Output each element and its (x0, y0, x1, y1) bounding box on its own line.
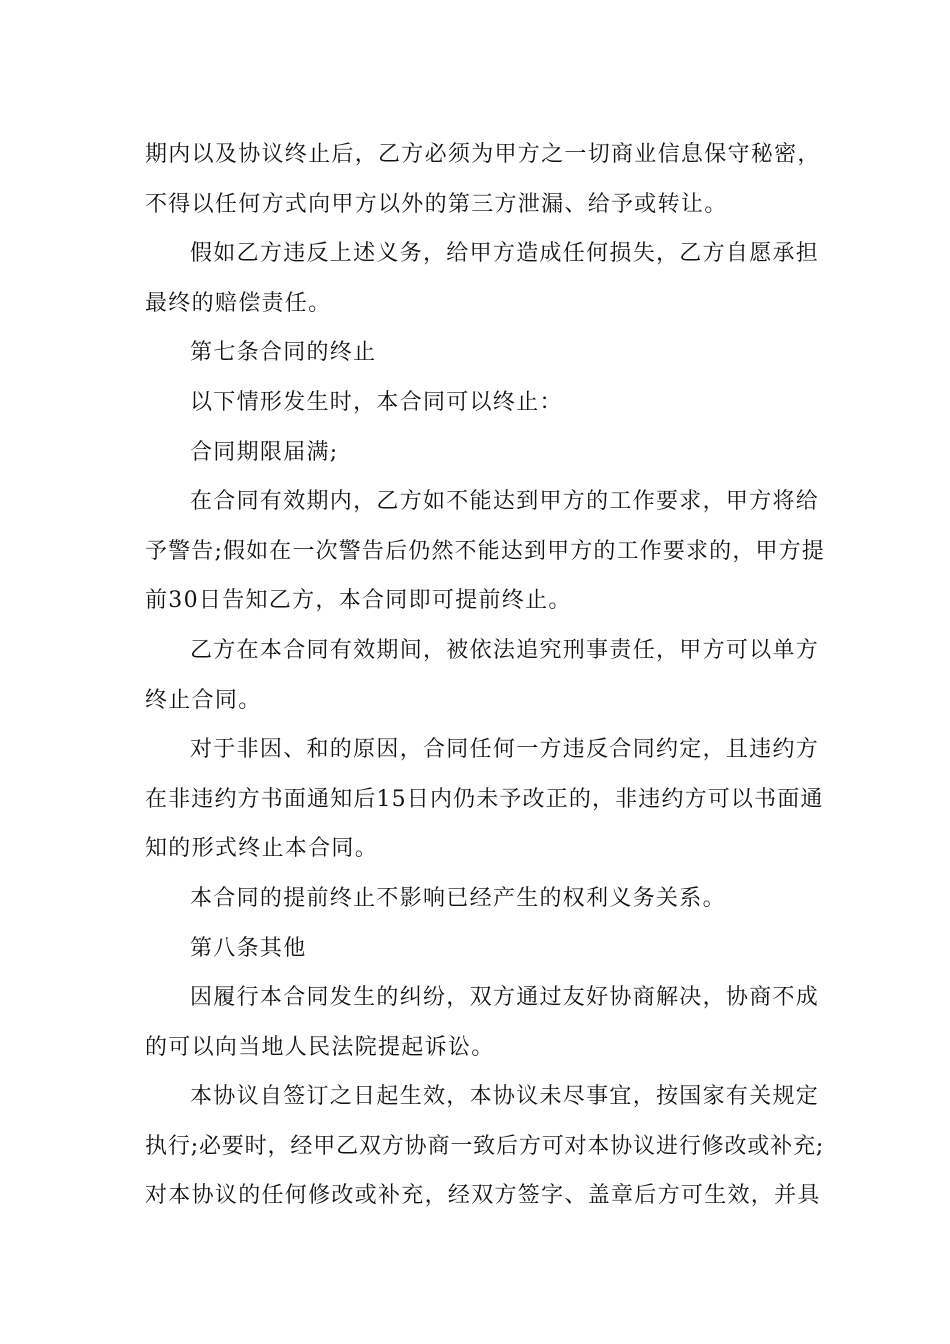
text-line: 不得以任何方式向甲方以外的第三方泄漏、给予或转让。 (145, 191, 728, 217)
text-line: 对于非因、和的原因，合同任何一方违反合同约定，且违约方 (190, 737, 820, 763)
text-line: 对本协议的任何修改或补充，经双方签字、盖章后方可生效，并具 (145, 1183, 821, 1209)
text-line: 本合同的提前终止不影响已经产生的权利义务关系。 (190, 885, 726, 911)
text-line: 的可以向当地人民法院提起诉讼。 (145, 1034, 495, 1060)
text-line: 以下情形发生时，本合同可以终止： (190, 389, 563, 415)
text-line: 本协议自签订之日起生效，本协议未尽事宜，按国家有关规定 (190, 1084, 820, 1110)
section-heading: 第八条其他 (190, 935, 307, 961)
text-line: 合同期限届满; (190, 439, 339, 465)
text-line: 前30日告知乙方，本合同即可提前终止。 (145, 588, 572, 614)
text-line: 予警告;假如在一次警告后仍然不能达到甲方的工作要求的，甲方提 (145, 538, 825, 564)
text-line: 在合同有效期内，乙方如不能达到甲方的工作要求，甲方将给 (190, 489, 820, 515)
text-line: 执行;必要时，经甲乙双方协商一致后方可对本协议进行修改或补充; (145, 1133, 825, 1159)
text-line: 乙方在本合同有效期间，被依法追究刑事责任，甲方可以单方 (190, 637, 820, 663)
text-line: 期内以及协议终止后，乙方必须为甲方之一切商业信息保守秘密， (145, 142, 821, 167)
text-line: 因履行本合同发生的纠纷，双方通过友好协商解决，协商不成 (190, 985, 820, 1011)
text-line: 在非违约方书面通知后15日内仍未予改正的，非违约方可以书面通 (145, 786, 824, 812)
section-heading: 第七条合同的终止 (190, 340, 377, 366)
text-line: 最终的赔偿责任。 (145, 290, 332, 316)
text-line: 知的形式终止本合同。 (145, 836, 379, 862)
document-body (145, 130, 825, 1221)
text-line: 假如乙方违反上述义务，给甲方造成任何损失，乙方自愿承担 (190, 241, 820, 267)
text-line: 终止合同。 (145, 687, 262, 713)
